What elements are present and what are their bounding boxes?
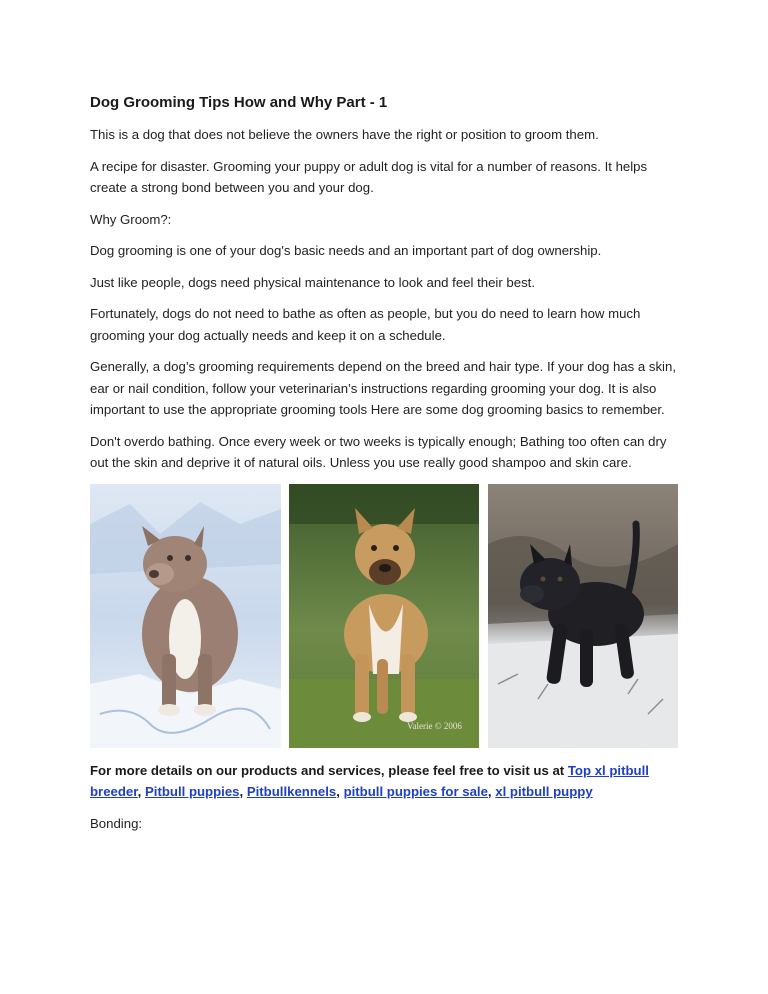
link-pitbull-puppies[interactable]: Pitbull puppies: [144, 784, 240, 799]
link-pitbull-puppies-for-sale[interactable]: pitbull puppies for sale: [343, 784, 488, 799]
link-top-xl-pitbull-breeder[interactable]: Top xl pitbull breeder: [90, 762, 649, 799]
more-details-intro: For more details on our products and services, please feel free to visit us at: [90, 762, 565, 778]
more-details-paragraph: [90, 760, 682, 803]
heading-why-groom: Why Groom?:: [90, 211, 172, 227]
photo-watermark: Valerie © 2006: [407, 720, 462, 731]
link-pitbullkennels[interactable]: Pitbullkennels: [246, 784, 337, 799]
document-content: [90, 93, 682, 834]
link-xl-pitbull-puppy[interactable]: xl pitbull puppy: [495, 784, 593, 799]
paragraph-bathing-schedule: Fortunately, dogs do not need to bathe as often as people, but you do need to learn how much grooming your dog actually needs and keep it on a schedule.: [90, 306, 641, 343]
dog-photo-black-dog: [488, 484, 678, 748]
link-separator: ,: [336, 784, 344, 799]
dog-photo-grass: [289, 484, 479, 748]
paragraph-requirements: Generally, a dog’s grooming requirements depend on the breed and hair type. If your dog has a skin, ear or nail condition, follow your veterinarian’s instructions regarding grooming your dog. It is also important to use the appropriate grooming tools Here are some dog grooming basics to remember.: [90, 359, 676, 417]
link-separator: ,: [137, 784, 145, 799]
link-separator: ,: [487, 784, 496, 799]
dog-photo-snow: [90, 484, 281, 748]
paragraph-intro: This is a dog that does not believe the owners have the right or position to groom them.: [90, 127, 599, 142]
paragraph-overdo-bathing: Don't overdo bathing. Once every week or two weeks is typically enough; Bathing too often can dry out the skin and deprive it of natural oils. Unless you use really good shampoo and skin care.: [90, 433, 667, 470]
paragraph-recipe: A recipe for disaster. Grooming your puppy or adult dog is vital for a number of reasons. It helps create a strong bond between you and your dog.: [90, 158, 648, 195]
dog-photo-strip: [90, 484, 682, 748]
heading-bonding: Bonding:: [90, 815, 143, 831]
link-separator: ,: [239, 784, 247, 799]
paragraph-basic-needs: Dog grooming is one of your dog's basic needs and an important part of dog ownership.: [90, 243, 602, 258]
document-title: Dog Grooming Tips How and Why Part - 1: [90, 94, 388, 111]
paragraph-maintenance: Just like people, dogs need physical maintenance to look and feel their best.: [90, 274, 535, 290]
